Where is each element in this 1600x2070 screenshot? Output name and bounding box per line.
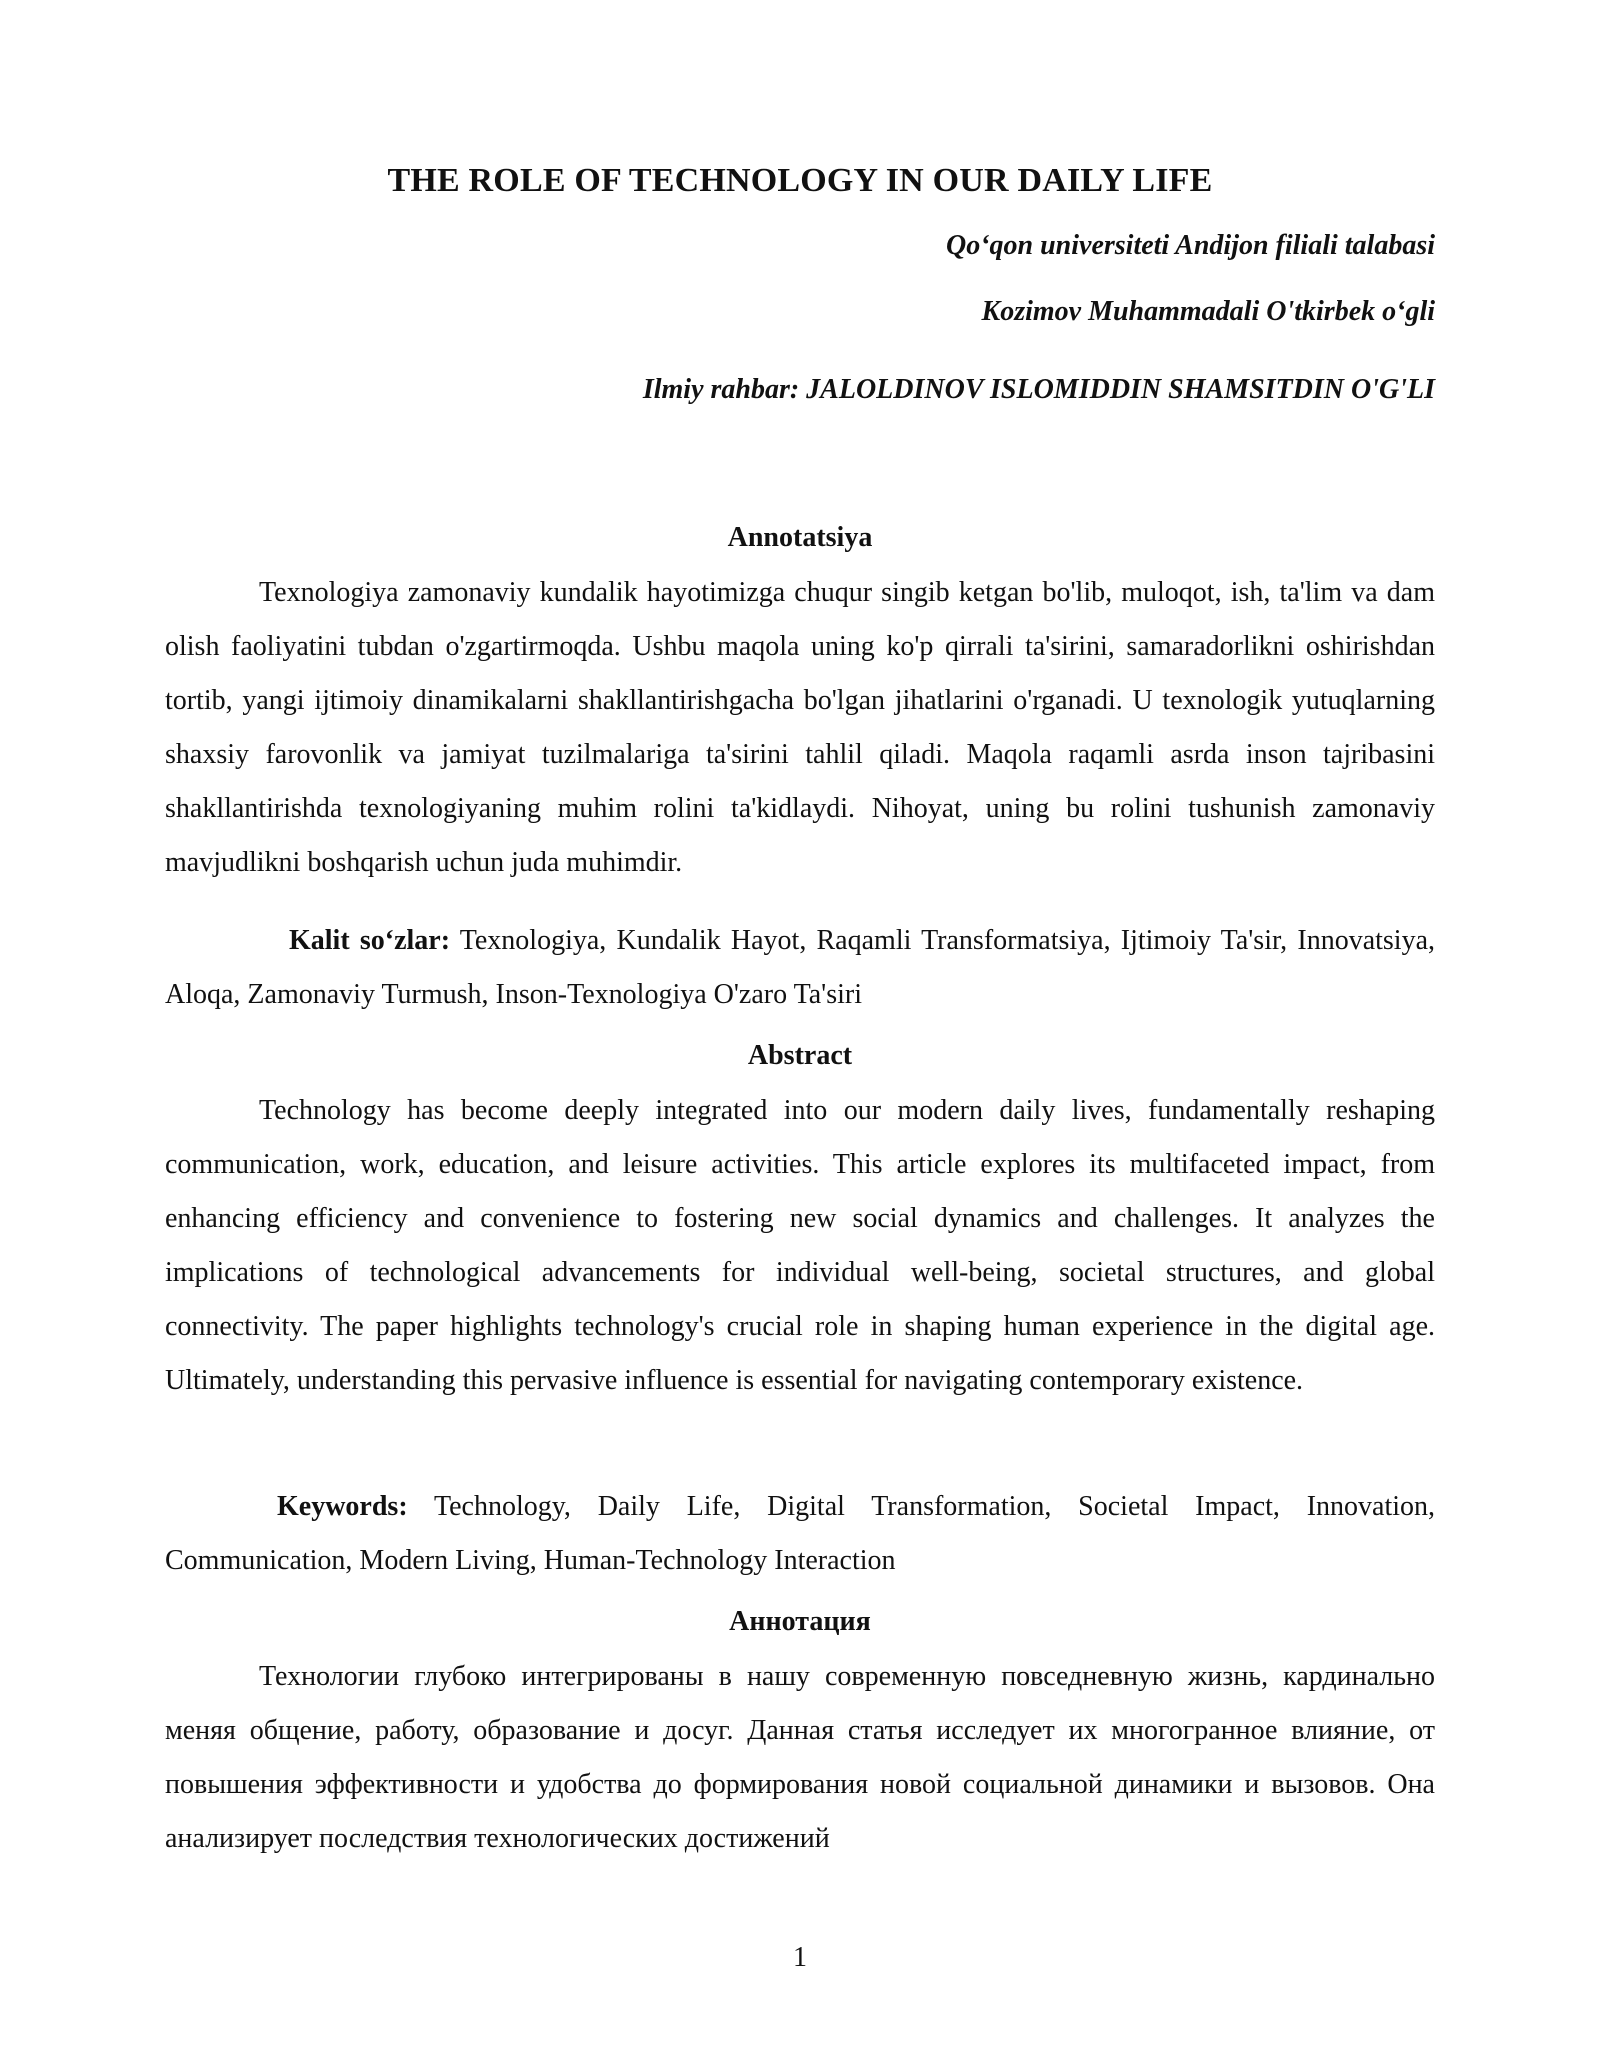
paper-title: THE ROLE OF TECHNOLOGY IN OUR DAILY LIFE — [387, 162, 1213, 199]
annotatsiya-heading: Annotatsiya — [727, 522, 873, 553]
abstract-text: Technology has become deeply integrated into our modern daily lives, fundamentally reshaping communication, work, education, and leisure activities. This article explores its multifaceted impact, from enhancing efficiency and convenience to fostering new social dynamics and challenges. It analyzes the implications of technological advancements for individual well-being, societal structures, and global connectivity. The paper highlights technology's crucial role in shaping human experience in the digital age. Ultimately, understanding this pervasive influence is essential for navigating contemporary existence. — [165, 1095, 1435, 1396]
page-number: 1 — [793, 1942, 807, 1973]
keywords-label: Keywords: — [277, 1491, 408, 1522]
kalit-sozlar-text: Texnologiya, Kundalik Hayot, Raqamli Transformatsiya, Ijtimoiy Ta'sir, Innovatsiya, Aloqa, Zamonaviy Turmush, Inson-Texnologiya O'zaro Ta'siri — [165, 925, 1435, 1010]
kalit-sozlar-label: Kalit so‘zlar: — [289, 925, 451, 956]
annotaciya-text: Технологии глубоко интегрированы в нашу современную повседневную жизнь, кардинально меняя общение, работу, образование и досуг. Данная статья исследует их многогранное влияние, от повышения эффективности и удобства до формирования новой социальной динамики и вызовов. Она анализирует последствия технологических достижений — [165, 1661, 1435, 1854]
annotatsiya-text: Texnologiya zamonaviy kundalik hayotimizga chuqur singib ketgan bo'lib, muloqot, ish, ta'lim va dam olish faoliyatini tubdan o'zgartirmoqda. Ushbu maqola uning ko'p qirrali ta'sirini, samaradorlikni oshirishdan tortib, yangi ijtimoiy dinamikalarni shakllantirishgacha bo'lgan jihatlarini o'rganadi. U texnologik yutuqlarning shaxsiy farovonlik va jamiyat tuzilmalariga ta'sirini tahlil qiladi. Maqola raqamli asrda inson tajribasini shakllantirishda texnologiyaning muhim rolini ta'kidlaydi. Nihoyat, uning bu rolini tushunish zamonaviy mavjudlikni boshqarish uchun juda muhimdir. — [165, 577, 1435, 878]
annotaciya-section — [165, 1606, 1435, 1866]
supervisor-line: Ilmiy rahbar: JALOLDINOV ISLOMIDDIN SHAMSITDIN O'G'LI — [642, 374, 1435, 405]
author-affiliation: Qo‘qon universiteti Andijon filiali talabasi — [945, 230, 1435, 261]
abstract-section — [165, 1040, 1435, 1408]
keywords-paragraph — [165, 1480, 1435, 1588]
kalit-sozlar-section — [165, 914, 1435, 1022]
author-name: Kozimov Muhammadali O'tkirbek o‘gli — [981, 296, 1435, 327]
abstract-heading: Abstract — [747, 1040, 853, 1071]
kalit-sozlar-paragraph — [165, 914, 1435, 1022]
keywords-text: Technology, Daily Life, Digital Transformation, Societal Impact, Innovation, Communication, Modern Living, Human-Technology Interaction — [165, 1491, 1435, 1576]
annotatsiya-section — [165, 522, 1435, 890]
annotaciya-heading: Аннотация — [729, 1606, 871, 1637]
keywords-section — [165, 1480, 1435, 1588]
